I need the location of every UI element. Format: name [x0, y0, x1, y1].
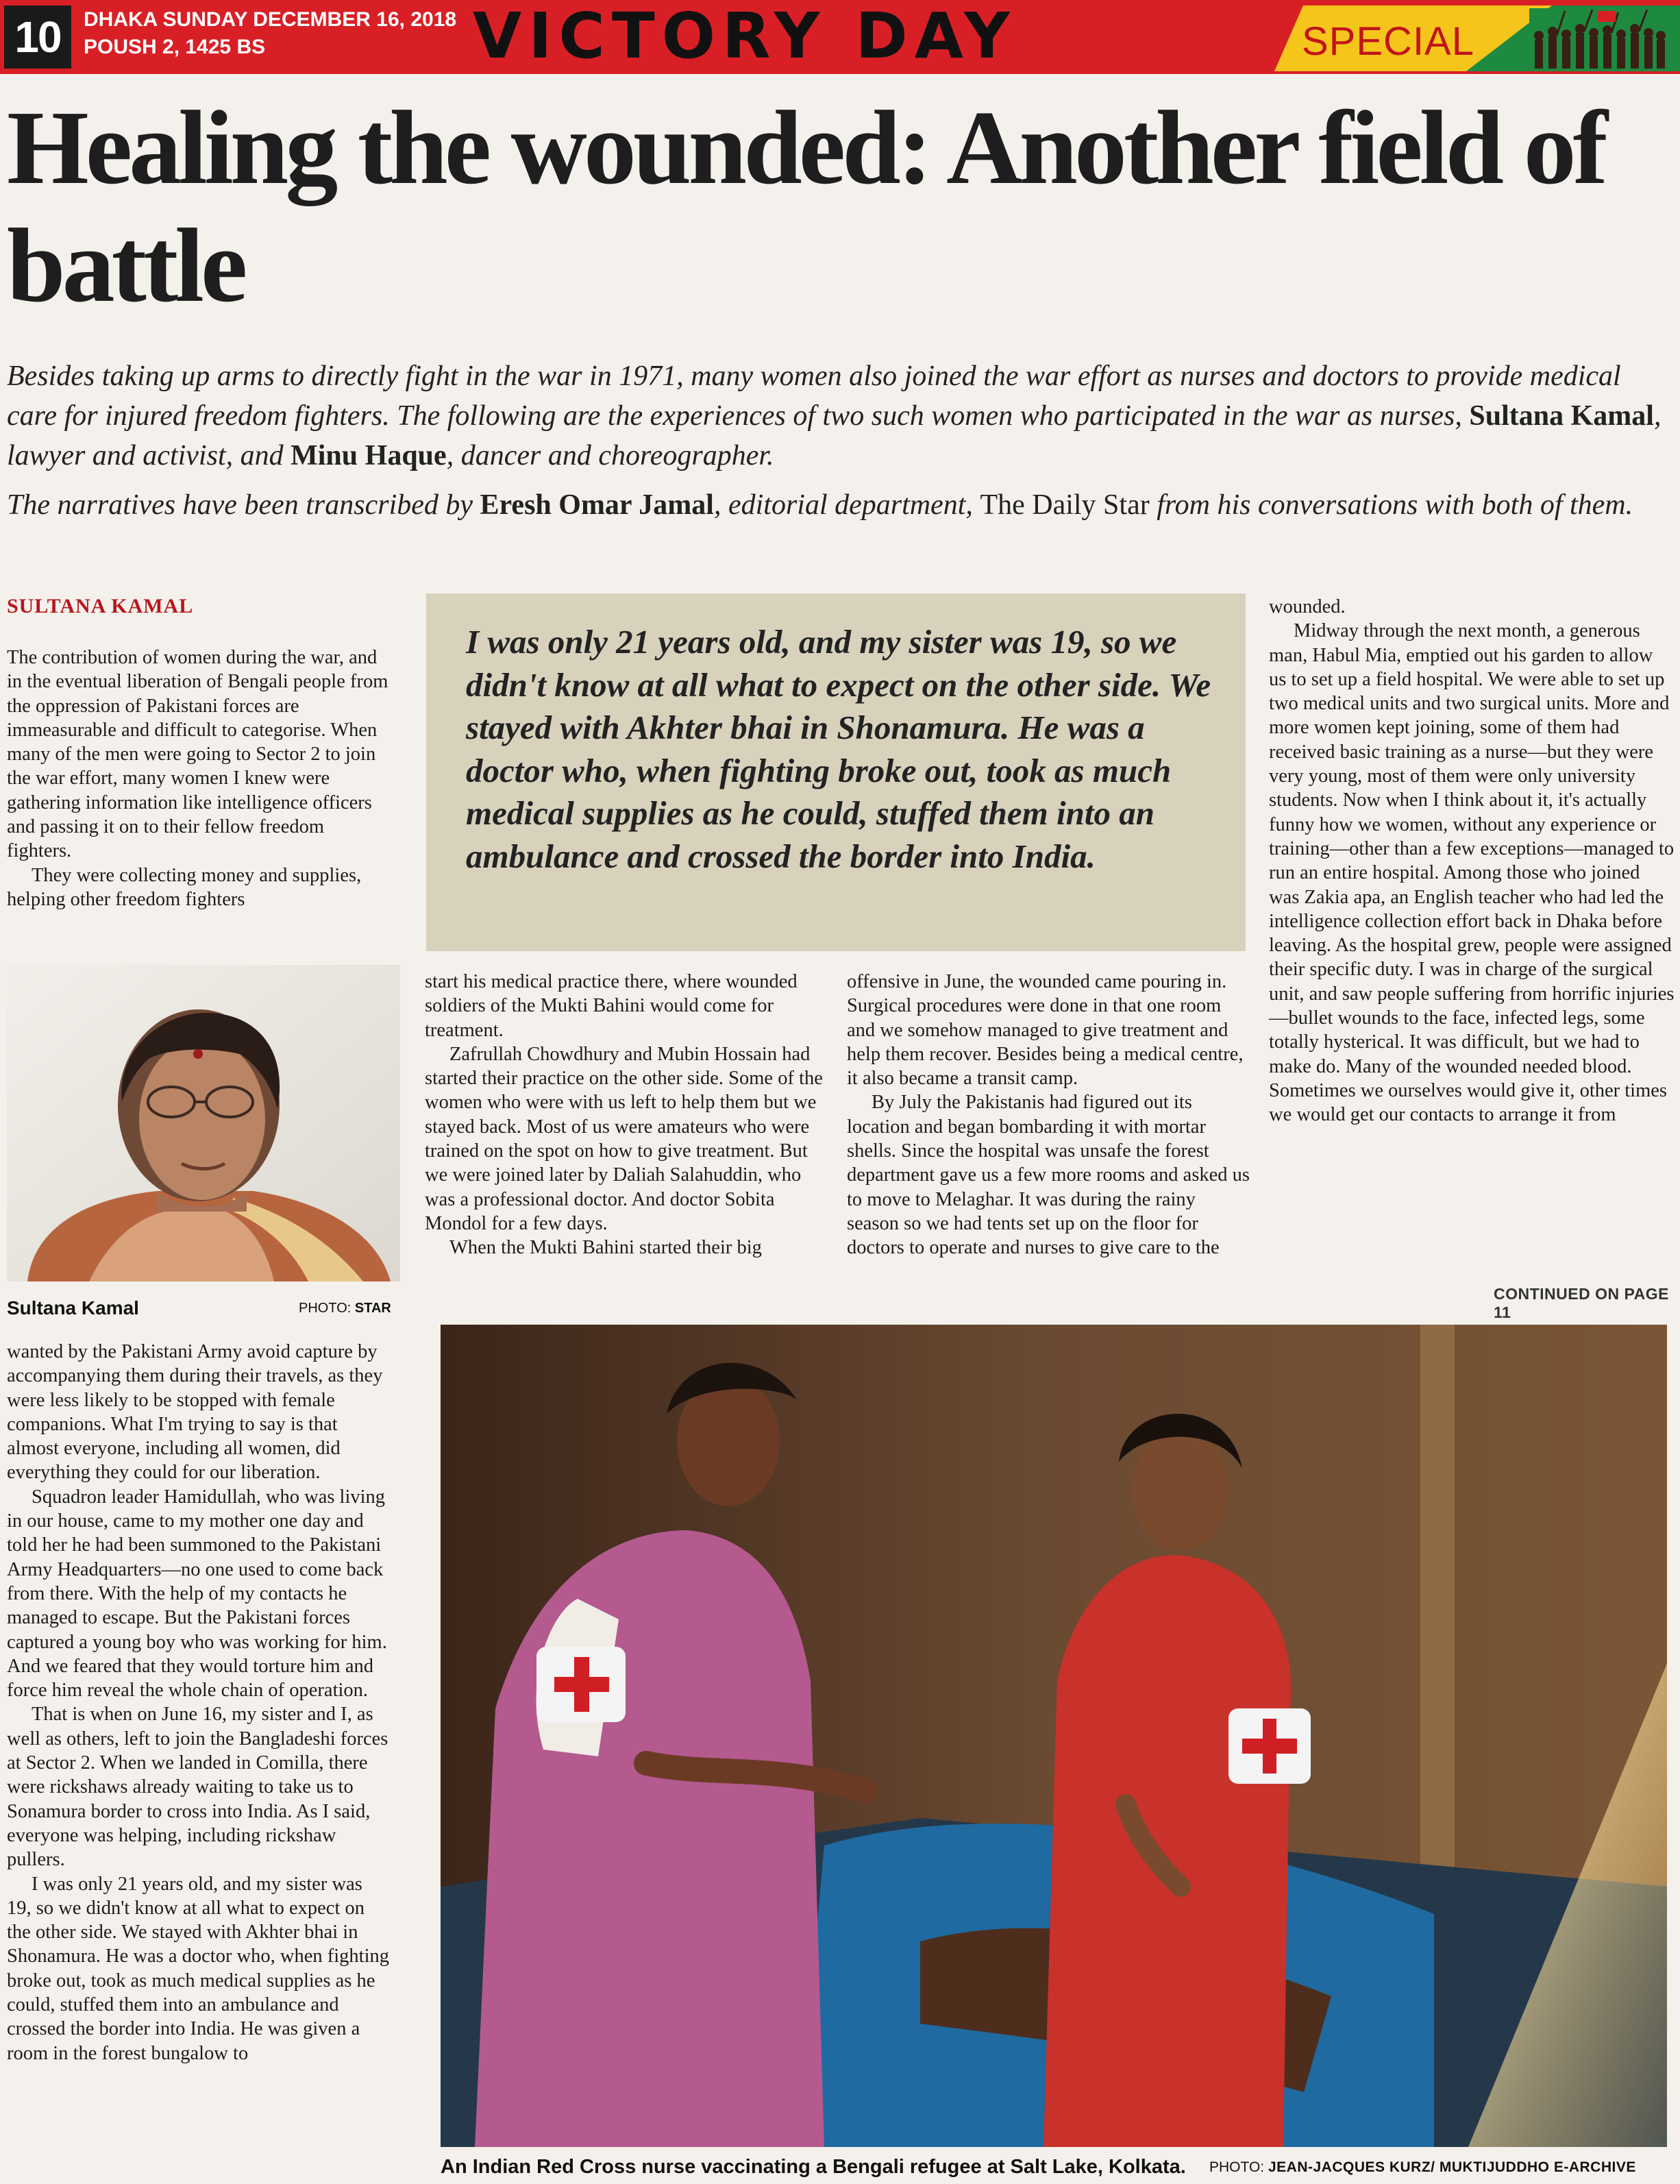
page-number: 10 [4, 5, 71, 69]
main-photo-red-cross-nurses [441, 1325, 1667, 2147]
column-2 [425, 970, 829, 1260]
transcriber-name: Eresh Omar Jamal [480, 489, 714, 521]
dateline: DHAKA SUNDAY DECEMBER 16, 2018 [84, 8, 457, 31]
byline: SULTANA KAMAL [7, 595, 194, 617]
paragraph: That is when on June 16, my sister and I, as well as others, left to join the Bangladeshi forces at Sector 2. When we landed in Comilla, there were rickshaws already waiting to take us to Sonamura border to cross into India. As I said, everyone was helping, including rickshaw pullers. [7, 1704, 388, 1871]
portrait-credit-source: STAR [354, 1301, 391, 1316]
continued-notice: CONTINUED ON PAGE 11 [1494, 1285, 1669, 1321]
standfirst-text-3: , dancer and choreographer. [446, 440, 774, 471]
column-3 [847, 970, 1251, 1260]
portrait-credit-label: PHOTO: [299, 1301, 355, 1316]
portrait-photo-sultana-kamal [7, 965, 400, 1281]
column-1-top [7, 646, 391, 911]
note-text-2: , editorial department, [713, 489, 980, 521]
column-4 [1269, 595, 1675, 1127]
paragraph: By July the Pakistanis had figured out its location and began bombarding it with mortar shells. Since the hospital was unsafe the forest department gave us a few more rooms and asked us to move to Melaghar. It was during the rainy season so we had tents set up on the floor for doctors to operate and nurses to give care to the [847, 1092, 1250, 1259]
special-label: SPECIAL [1302, 19, 1474, 64]
paragraph: start his medical practice there, where wounded soldiers of the Mukti Bahini would come for treatment. [425, 971, 798, 1041]
paragraph: When the Mukti Bahini started their big [449, 1237, 762, 1259]
note-text-3: from his conversations with both of them. [1149, 489, 1633, 521]
dateline-bengali: POUSH 2, 1425 BS [84, 36, 266, 58]
photo-credit-label: PHOTO: [1209, 2159, 1268, 2175]
photo-credit-source: JEAN-JACQUES KURZ/ MUKTIJUDDHO E-ARCHIVE [1268, 2159, 1636, 2175]
standfirst-text: Besides taking up arms to directly fight in the war in 1971, many women also joined the war effort as nurses and doctors to provide medical care for injured freedom fighters. The following are the experiences of two such women who participated in the war as nurses, [7, 360, 1621, 432]
paragraph: wounded. [1269, 596, 1346, 617]
transcription-note [7, 485, 1665, 525]
standfirst-name-2: Minu Haque [291, 440, 447, 471]
newspaper-name: The Daily Star [980, 489, 1150, 521]
paragraph: Midway through the next month, a generous man, Habul Mia, emptied out his garden to allow us to set up a field hospital. We were able to set up two medical units and two surgical units. More and more women kept joining, some of them had received basic training as a nurse—but they were very young, most of them were only university students. Now when I think about it, it's actually funny how we women, without any experience or training—other than a few exceptions—managed to run an entire hospital. Among those who joined was Zakia apa, an English teacher who had led the intelligence collection effort back in Dhaka before leaving. As the hospital grew, people were assigned their specific duty. I was in charge of the surgical unit, and saw people suffering from horrific injuries—bullet wounds to the face, infected legs, some totally hysterical. It was difficult, but we had to make do. Many of the wounded needed blood. Sometimes we ourselves would give it, other times we would get our contacts to arrange it from [1269, 620, 1675, 1126]
section-title: VICTORY DAY [473, 0, 1017, 73]
paragraph: They were collecting money and supplies, helping other freedom fighters [7, 864, 362, 910]
photo-credit [1209, 2159, 1636, 2176]
paragraph: wanted by the Pakistani Army avoid capture by accompanying them during their travels, as they were less likely to be stopped with female companions. What I'm trying to say is that almost everyone, including all women, did everything they could for our liberation. [7, 1341, 383, 1484]
note-text: The narratives have been transcribed by [7, 489, 480, 521]
standfirst-text-2: , lawyer and activist, and [7, 400, 1662, 471]
headline: Healing the wounded: Another field of battle [7, 90, 1605, 324]
portrait-credit [299, 1301, 391, 1316]
freedom-fighters-crowd-illustration [1529, 8, 1666, 69]
standfirst [7, 356, 1665, 476]
paragraph: offensive in June, the wounded came pouring in. Surgical procedures were done in that one room and we somehow managed to give treatment and help them recover. Besides being a medical centre, it also became a transit camp. [847, 971, 1244, 1090]
pull-quote-text: I was only 21 years old, and my sister was 19, so we didn't know at all what to expect on the other side. We stayed with Akhter bhai in Shonamura. He was a doctor who, when fighting broke out, took as much medical supplies as he could, stuffed them into an ambulance and crossed the border into India. [466, 623, 1211, 875]
standfirst-name-1: Sultana Kamal [1469, 400, 1654, 432]
photo-caption: An Indian Red Cross nurse vaccinating a Bengali refugee at Salt Lake, Kolkata. [441, 2156, 1186, 2178]
paragraph: I was only 21 years old, and my sister was 19, so we didn't know at all what to expect on the other side. We stayed with Akhter bhai in Shonamura. He was a doctor who, when fighting broke out, took as much medical supplies as he could, stuffed them into an ambulance and crossed the border into India. He was given a room in the forest bungalow to [7, 1873, 390, 2064]
paragraph: Zafrullah Chowdhury and Mubin Hossain had started their practice on the other side. Some of the women who were with us left to help them but we stayed back. Most of us were amateurs who were trained on the spot on how to give treatment. But we were joined later by Daliah Salahuddin, who was a professional doctor. And doctor Sobita Mondol for a few days. [425, 1043, 823, 1234]
paragraph: The contribution of women during the war, and in the eventual liberation of Bengali people from the oppression of Pakistani forces are immeasurable and difficult to categorise. When many of the men were going to Sector 2 to join the war effort, many women I knew were gathering information like intelligence officers and passing it on to their fellow freedom fighters. [7, 647, 388, 862]
portrait-caption: Sultana Kamal [7, 1297, 139, 1318]
column-1-bottom [7, 1340, 391, 2065]
paragraph: Squadron leader Hamidullah, who was living in our house, came to my mother one day and told her he had been summoned to the Pakistani Army Headquarters—no one used to come back from there. With the help of my contacts he managed to escape. But the Pakistani forces captured a young boy who was working for him. And we feared that they would torture him and force him reveal the whole chain of operation. [7, 1486, 387, 1702]
